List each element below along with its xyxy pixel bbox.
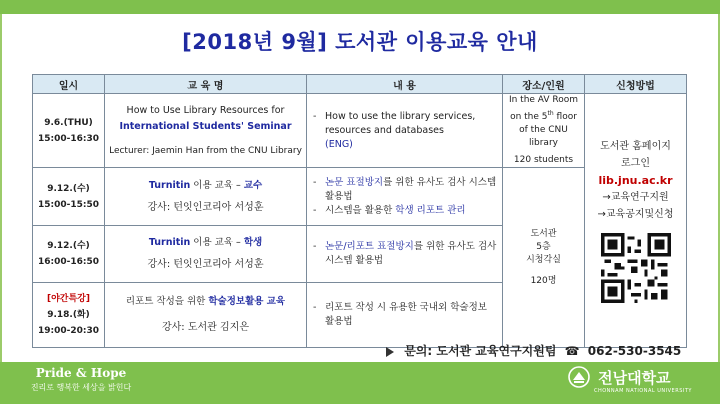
apply-step: →교육연구지원	[602, 192, 669, 203]
content-item: - How to use the library services, resources and databases	[325, 110, 498, 138]
university-name: 전남대학교	[598, 368, 671, 387]
content-item: - 논문/리포트 표절방지를 위한 유사도 검사 시스템 활용법	[325, 240, 498, 268]
place-line: In the AV Room	[508, 95, 579, 105]
content-cell	[307, 168, 503, 226]
table-row	[33, 94, 687, 168]
contact-phone: 062-530-3545	[587, 344, 682, 358]
header-course: 교 육 명	[105, 75, 307, 94]
schedule-table	[32, 74, 687, 348]
university-logo-block	[568, 366, 714, 394]
top-band	[0, 0, 720, 14]
contact-label: 문의: 도서관 교육연구지원팀	[404, 344, 557, 358]
lecturer-text: 강사: 턴잇인코리아 서성훈	[147, 259, 264, 270]
time-text: 15:00-15:50	[37, 199, 100, 210]
content-cell	[307, 226, 503, 283]
content-item: - 논문 표절방지를 위한 유사도 검사 시스템 활용법	[325, 176, 498, 204]
course-cell	[105, 283, 307, 348]
lecturer-text: 강사: 턴잇인코리아 서성훈	[147, 201, 264, 213]
university-logo-icon	[568, 366, 590, 388]
content-item: - 시스템을 활용한 학생 리포트 관리	[325, 204, 498, 218]
time-text: 15:00-16:30	[37, 133, 100, 144]
place-line: library	[529, 138, 558, 148]
library-url-link[interactable]: lib.jnu.ac.kr	[598, 174, 673, 187]
course-cell	[105, 168, 307, 226]
date-cell	[33, 283, 105, 348]
date-cell	[33, 226, 105, 283]
content-cell	[307, 94, 503, 168]
time-text: 19:00-20:30	[37, 326, 100, 336]
university-name-en: CHONNAM NATIONAL UNIVERSITY	[594, 388, 692, 394]
date-cell	[33, 168, 105, 226]
header-date: 일시	[33, 75, 105, 94]
motto-text: 진리로 행복한 세상을 밝힌다	[30, 383, 132, 392]
course-title: Turnitin 이용 교육 – 교수	[148, 179, 263, 191]
content-item: - 리포트 작성 시 유용한 국내외 학술정보 활용법	[325, 301, 498, 329]
apply-line: 로그인	[621, 158, 650, 169]
place-cell	[503, 94, 585, 168]
course-title: 리포트 작성을 위한 학술정보활용 교육	[125, 296, 286, 307]
header-apply: 신청방법	[585, 75, 687, 94]
course-title: How to Use Library Resources for	[126, 104, 285, 116]
capacity-text: 120 students	[513, 155, 574, 165]
place-line: 시청각실	[526, 254, 561, 265]
capacity-text: 120명	[530, 275, 557, 286]
contact-info	[386, 342, 716, 359]
place-line: on the 5th floor	[510, 110, 577, 122]
triangle-bullet-icon	[386, 347, 394, 357]
course-cell	[105, 94, 307, 168]
date-text: 9.12.(수)	[47, 183, 90, 194]
qr-code[interactable]	[601, 233, 671, 303]
date-text: 9.6.(THU)	[44, 117, 93, 128]
date-text: 9.18.(화)	[47, 310, 90, 320]
date-cell	[33, 94, 105, 168]
lecturer-text: 강사: 도서관 김지은	[161, 322, 249, 333]
time-text: 16:00-16:50	[37, 257, 100, 267]
apply-cell	[585, 94, 687, 348]
course-title-highlight: International Students' Seminar	[119, 120, 292, 132]
course-cell	[105, 226, 307, 283]
lecturer-text: Lecturer: Jaemin Han from the CNU Library	[109, 145, 302, 156]
table-header-row	[33, 75, 687, 94]
place-line: 도서관	[530, 228, 557, 239]
content-note: (ENG)	[325, 138, 353, 150]
page-title: [2018년 9월] 도서관 이용교육 안내	[182, 30, 538, 54]
date-text: 9.12.(수)	[47, 241, 90, 251]
course-title: Turnitin 이용 교육 – 학생	[148, 237, 263, 248]
place-line: 5층	[536, 241, 551, 252]
phone-icon: ☎	[564, 344, 580, 358]
footer-slogan-block	[6, 366, 156, 393]
slogan-text: Pride & Hope	[35, 366, 127, 380]
header-place: 장소/인원	[503, 75, 585, 94]
place-cell	[503, 168, 585, 348]
apply-line: 도서관 홈페이지	[600, 141, 671, 152]
header-content: 내 용	[307, 75, 503, 94]
apply-step: →교육공지및신청	[597, 209, 674, 220]
content-cell	[307, 283, 503, 348]
night-lecture-badge: [야간특강]	[46, 294, 90, 304]
place-line: of the CNU	[519, 125, 568, 135]
